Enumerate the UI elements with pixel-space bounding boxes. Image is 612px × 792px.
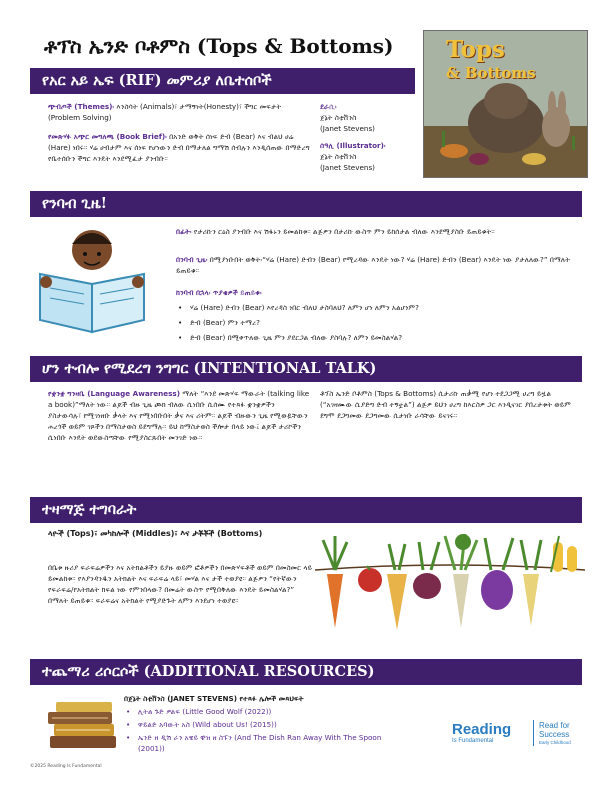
guide-heading-bar (30, 68, 415, 94)
book-brief-text: በአንድ ወቅት ሰነፍ ድብ (Bear) እና ብልህ ሀሬ (Hare) ነበሩ። ሃሬ ሀብታም እና ሰነፍ የሆነውን ድብ በማታለል ግማሽ ሰብሉን እንዲሰጠው በማድረግ የቤተሰቡን ችግር እንዴት እንደሚፈታ ያንብቡ። (48, 132, 310, 163)
themes-block (48, 101, 313, 123)
illustrator-label: ሰዓሊ (Illustrator)፡ (320, 141, 386, 150)
rif-logo-sub: Is Fundamental (452, 738, 494, 744)
author-label: ደራሲ፡ (320, 102, 337, 111)
after-block (176, 287, 576, 347)
cover-title (446, 36, 536, 84)
resources-list (124, 706, 404, 756)
rif-logo-main: Reading (452, 721, 512, 738)
logo-divider (533, 720, 534, 746)
during-block (176, 254, 576, 276)
question-item: • ድብ (Bear) ምን ተማረ? (176, 317, 576, 328)
after-label: ከንባብ በኋላ፡ ጥያቄዎች ይጠይቁ፡ (176, 288, 262, 297)
activity-subhead: ላዮች (Tops)፣ መካከሎች (Middles)፣ እና ታቾቾች (Bottoms) (48, 529, 263, 538)
talk-left-block (48, 388, 310, 443)
rfs-logo-line1: Read for (539, 721, 570, 730)
page-title: ቶፕስ ኤንድ ቦቶምስ (Tops & Bottoms) (44, 34, 394, 58)
child-reading-illustration (32, 222, 152, 334)
during-text: በሚያነቡበት ወቅት፡“ሃሬ (Hare) ድብን (Bear) የሚረዳው እንዴት ነው? ሃሬ (Hare) ድብን (Bear) እንዴት ነው ያታለለው?” በማለት ይጠይቁ። (176, 255, 570, 275)
resources-subhead: በጀኔት ስቲቨንስ (JANET STEVENS) የተጻፉ ሌሎች መጻህፍት (124, 694, 304, 703)
themes-text: እንስሳት (Animals)፣ ታማኝነት(Honesty)፣ ችግር መፍታት (Problem Solving) (48, 102, 282, 122)
reading-heading: የንባብ ጊዜ! (42, 195, 108, 212)
talk-heading: ሆን ተብሎ የሚደረግ ንግግር (INTENTIONAL TALK) (42, 360, 377, 377)
read-for-success-logo (539, 721, 589, 746)
illustrator-block (320, 140, 420, 173)
activity-heading-bar (30, 497, 582, 523)
before-label: በፊት፡ (176, 227, 192, 236)
book-brief-block (48, 131, 313, 164)
themes-label: ጭብጦች (Themes)፡ (48, 102, 115, 111)
rfs-logo-line2: Success (539, 730, 570, 739)
illustrator-name-en: (Janet Stevens) (320, 163, 375, 172)
book-stack-illustration (44, 700, 120, 752)
book-brief-label: የመጽሃፉ አጭር መግለጫ (Book Brief)፡ (48, 132, 167, 141)
before-text: የታሪኩን ርዕስ ያንብቡ እና ሽፋኑን ይመልከቱ። ልጅዎን በታሪኩ ውስጥ ምን ይከሰታል ብለው እንደሚያስቡ ይጠይቁት። (193, 227, 495, 236)
illustrator-name-am: ጀኔት ስቲቨንስ (320, 152, 357, 161)
cover-title-line2: & Bottoms (446, 64, 536, 82)
rfs-logo-line3: Early Childhood (539, 740, 571, 745)
talk-right-block (320, 388, 582, 421)
resource-item[interactable]: • ዋይልድ አባውት አስ (Wild about Us! (2015)) (124, 719, 404, 730)
question-item: • ሃሬ (Hare) ድብን (Bear) እየረዳስ ነበር ብለህ ታስባለህ? ለምን ሆነ ለምን አልሆነም? (176, 302, 576, 313)
activity-text: በቤቱ ዙሪያ ፍራፍሬዎችን እና አትክልቶችን ይያዙ ወይም ፎቶዎችን በመጽሃፍቶች ወይም በመስመር ላይ ይመልከቱ። የእያንዳንዱን አትክልት እና ፍራፍሬ ላይ፣ መሃል እና ታች ተወያዩ። ልጅዎን “የትኛውን የፍራፍሬ/የአትክልት ክፍል ነው የምንበላው? በመሬት ውስጥ የሚበቅለው እንዴት ይመስልሃል?” በማለት ይጠይቁ። ፍራፍሬና አትክልት የሚያድጉት ለምን እንደሆነ ተወያዩ። (48, 563, 313, 605)
vegetables-illustration (315, 530, 585, 635)
before-block (176, 226, 576, 237)
language-awareness-label: የቋንቋ ግንዛቤ (Language Awareness) (48, 389, 180, 398)
question-item: • ድብ (Bear) በሚቀጥለው ጊዜ ምን ያደርጋል ብለው ያስባሉ? ለምን ይመስልሃል? (176, 332, 576, 343)
author-block (320, 101, 415, 134)
talk-heading-bar (30, 356, 582, 382)
author-name-am: ጀኔት ስቲቨንስ (320, 113, 357, 122)
cover-title-line1: Tops (446, 36, 505, 63)
resources-heading-bar (30, 659, 582, 685)
guide-heading: የአር አይ ኤፍ (RIF) መምሪያ ለቤተሰቦች (42, 72, 272, 89)
copyright: ©2025 Reading Is Fundamental (30, 764, 102, 769)
resource-item[interactable]: • ሊትል ጉድ ዎልፍ (Little Good Wolf (2022)) (124, 706, 404, 717)
resource-item[interactable]: • ኤንድ ዘ ዲሽ ራን አዌይ ዊዝ ዘ ስፑን (And The Dish Ran Away With The Spoon (2001)) (124, 732, 404, 754)
book-cover-image (423, 30, 588, 178)
talk-right-text: ቶፕስ ኤንድ ቦቶምስ (Tops & Bottoms) ሲታሪኩ ጠቃሚ የሆነ ተደጋጋሚ ሀረግ ይዟል (“አገዛሙው ሲያድግ ድብ ተኝቷል”) ልጅዎ ይህን ሀረግ ከእርስዎ ጋር እንዲናገር ያበረታቱት ወይም ደግሞ ደጋግመው ደጋግመው ሲታነቡ ራሳቸው ይናገሩ። (320, 389, 571, 420)
resources-heading: ተጨማሪ ሪሶርሶች (ADDITIONAL RESOURCES) (42, 663, 375, 680)
rif-logo (452, 722, 532, 745)
talk-left-text: ማለት “እንደ መጽሃፍ ማውራት (talking like a book)”ማለት ነው። ልጆች ብዙ ጊዜ ጮክ ብለው ሲነበቡ ሲሰሙ የተጻፉ ቋንቋዎችን ያስታውሳሉ፣ የሚገነዘቡ ቃላት እና የሚነበቡበት ቃና እና ሪትም። ልጆች ብዙውን ጊዜ የሚወዷቸውን ሐረጎች ወይም ገጾችን በማስታወስ ይደግማሉ። ይህ ከማስታወስ ችሎታ በላይ ነው፤ ልጆች ታሪኮችን ሲነበቡ እንዴት ወደውስጣቸው የሚያስርጹበት መንገድ ነው። (48, 389, 310, 442)
author-name-en: (Janet Stevens) (320, 124, 375, 133)
during-label: በንባብ ጊዜ፡ (176, 255, 208, 264)
reading-heading-bar (30, 191, 582, 217)
activity-heading: ተዛማጅ ተግባራት (42, 501, 137, 518)
question-list (176, 302, 576, 343)
